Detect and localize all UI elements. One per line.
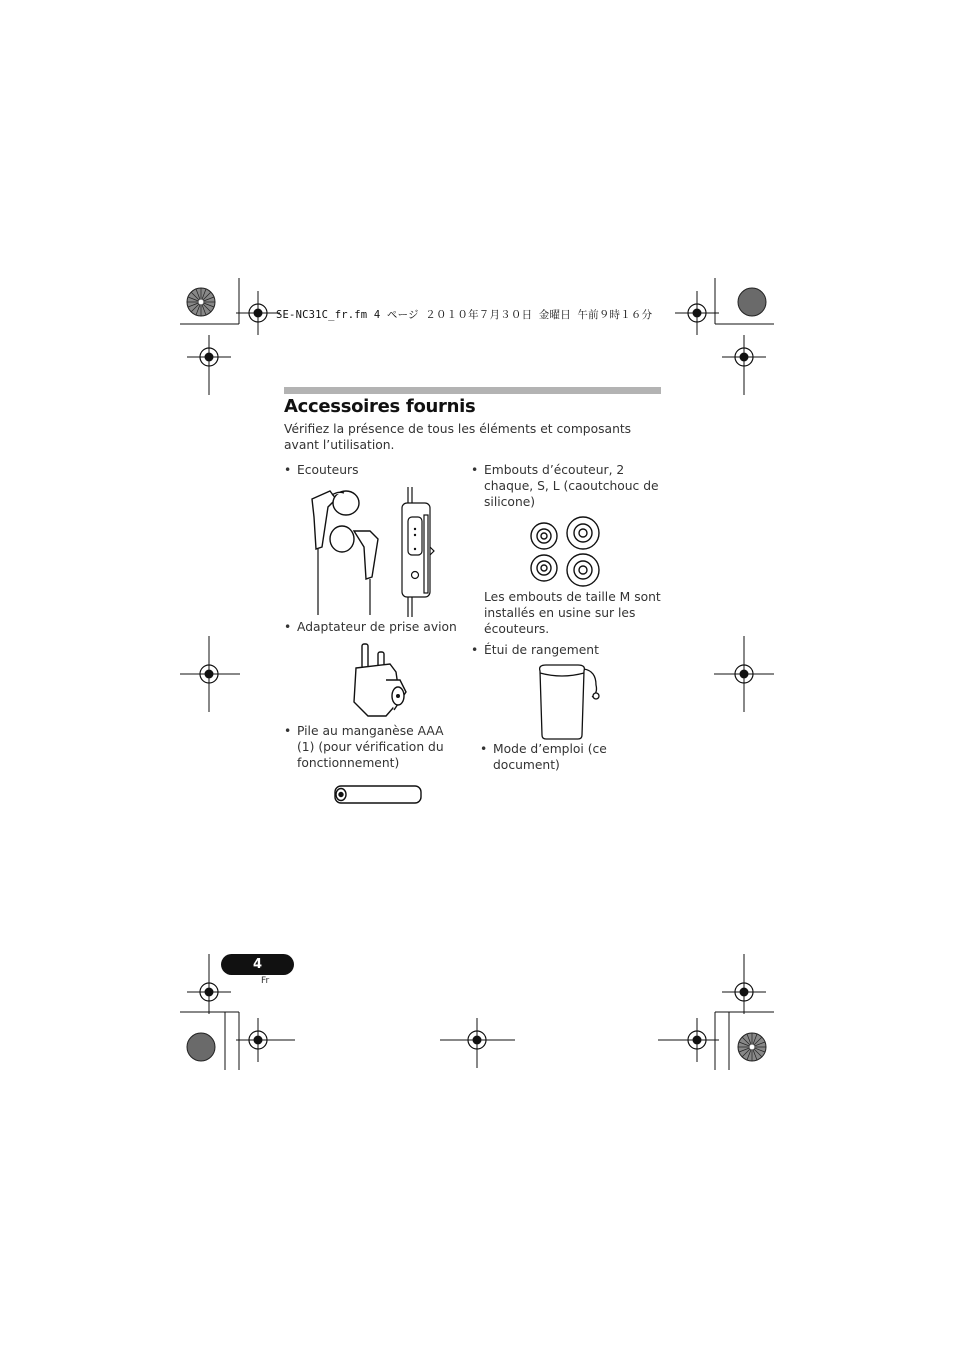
bullet: • xyxy=(284,620,292,634)
item-label: Mode d’emploi (ce document) xyxy=(493,742,607,772)
item-label: Embouts d’écouteur, 2 chaque, S, L (caoutchouc de silicone) xyxy=(484,463,659,509)
list-item-battery xyxy=(284,723,464,771)
starburst-icon xyxy=(738,1033,766,1061)
bullet: • xyxy=(480,742,488,756)
page-number: 4 xyxy=(221,954,294,975)
section-intro: Vérifiez la présence de tous les éléments et composants avant l’utilisation. xyxy=(284,422,632,452)
file-header-line: SE-NC31C_fr.fm 4 ページ ２０１０年７月３０日 金曜日 午前９時１６分 xyxy=(276,309,653,321)
storage-pouch-illustration xyxy=(534,663,614,741)
list-item-storage-pouch xyxy=(471,642,661,658)
starburst-icon xyxy=(187,288,215,316)
language-code: Fr xyxy=(261,976,270,986)
item-label: Étui de rangement xyxy=(484,643,599,657)
registration-mark-icon xyxy=(675,291,719,335)
starburst-icon xyxy=(187,1033,215,1061)
section-divider-bar xyxy=(284,387,661,394)
section-title: Accessoires fournis xyxy=(284,396,476,417)
battery-illustration xyxy=(332,783,424,807)
list-item-ear-tips xyxy=(471,462,661,510)
bullet: • xyxy=(471,643,479,657)
earphones-illustration xyxy=(298,487,458,617)
item-label: Adaptateur de prise avion xyxy=(297,620,457,634)
bullet: • xyxy=(471,463,479,477)
list-item-plug-adapter xyxy=(284,619,464,635)
starburst-icon xyxy=(738,288,766,316)
plug-adapter-illustration xyxy=(350,640,420,720)
list-item-earphones xyxy=(284,462,454,478)
item-label: Ecouteurs xyxy=(297,463,359,477)
list-item-manual xyxy=(480,741,640,773)
bullet: • xyxy=(284,463,292,477)
item-label: Pile au manganèse AAA (1) (pour vérification du fonctionnement) xyxy=(297,724,444,770)
ear-tips-note: Les embouts de taille M sont installés en usine sur les écouteurs. xyxy=(484,590,661,636)
registration-mark-icon xyxy=(236,291,280,335)
bullet: • xyxy=(284,724,292,738)
ear-tips-illustration xyxy=(528,514,608,588)
